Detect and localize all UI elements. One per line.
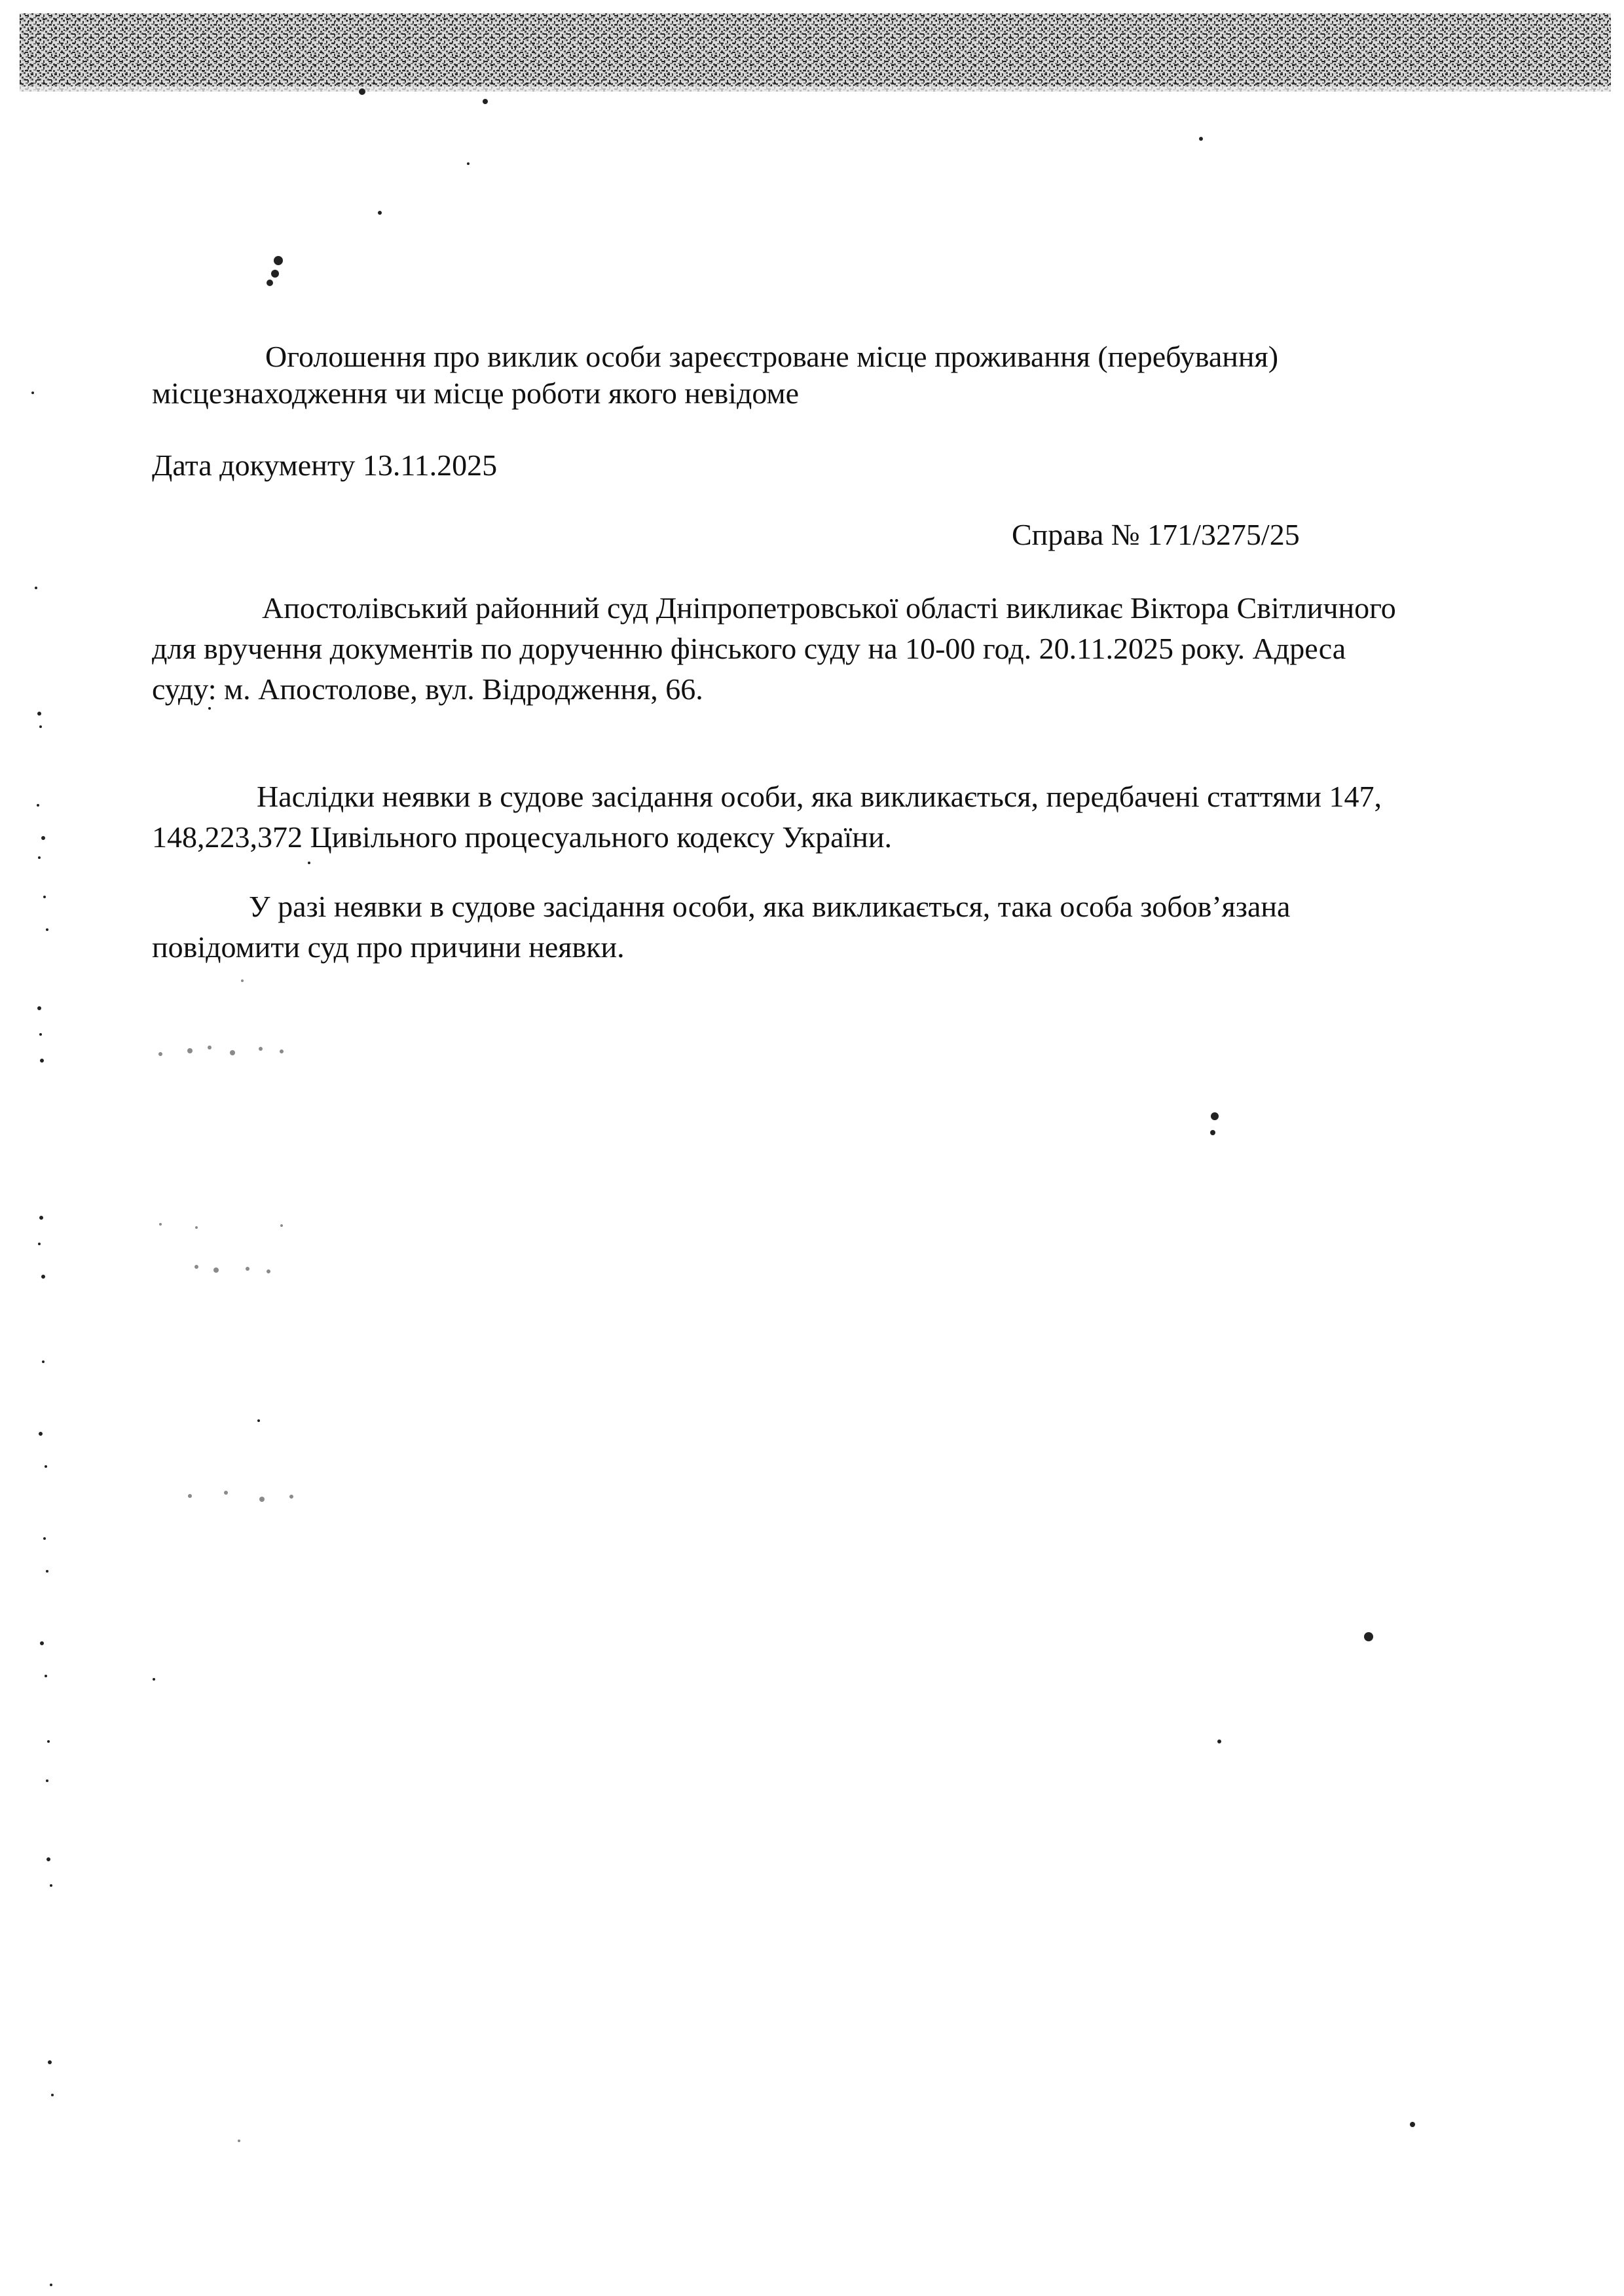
paragraph-1-line-2: для вручення документів по дорученню фінського суду на 10-00 год. 20.11.2025 року. Адреса [152,632,1346,665]
paragraph-2-line-2: 148,223,372 Цивільного процесуального кодексу України. [152,820,893,854]
paragraph-3-line-1: У разі неявки в судове засідання особи, яка викликається, така особа зобов’язана [249,890,1291,923]
paragraph-2-line-1: Наслідки неявки в судове засідання особи, яка викликається, передбачені статтями 147, [257,780,1382,813]
document-title-line-1: Оголошення про виклик особи зареєстроване місце проживання (перебування) [265,340,1279,373]
case-number: Справа № 171/3275/25 [1012,518,1300,551]
document-title-line-2: місцезнаходження чи місце роботи якого невідоме [152,376,800,410]
paragraph-3-line-2: повідомити суд про причини неявки. [152,930,625,964]
document-date: Дата документу 13.11.2025 [152,448,498,482]
paragraph-1-line-1: Апостолівський районний суд Дніпропетровської області викликає Віктора Світличного [262,591,1396,625]
paragraph-1-line-3: суду: м. Апостолове, вул. Відродження, 66. [152,672,703,706]
